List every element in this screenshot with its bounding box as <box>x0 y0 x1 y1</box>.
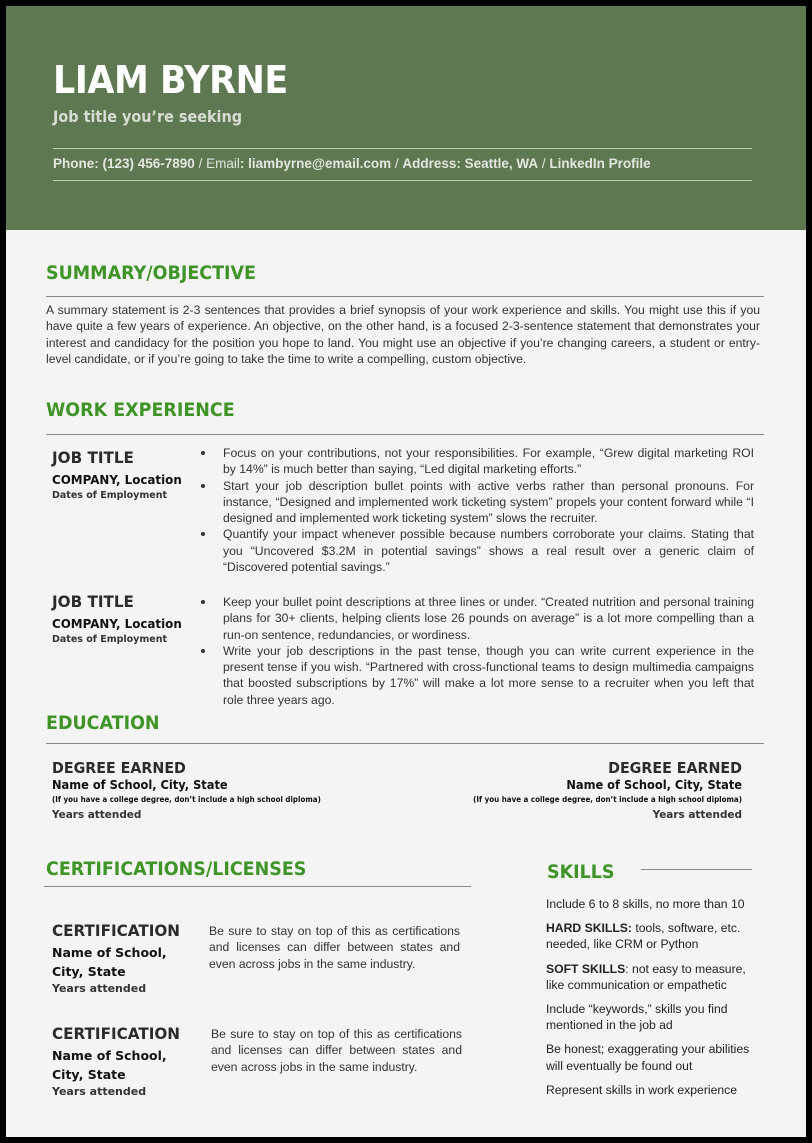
bullet-text: Start your job description bullet points with active verbs rather than personal pronouns. For instance, “Designed and implemented work ticketing system” propels your content forward while “I designed and implemented work ticketing system” slows the recruiter. <box>223 478 754 526</box>
certification-school: Name of School, City, State <box>52 945 167 979</box>
skill-text: Represent skills in work experience <box>546 1082 738 1097</box>
contact-line <box>53 156 651 171</box>
skills-rule <box>641 869 752 870</box>
linkedin-link[interactable]: LinkedIn Profile <box>549 156 651 171</box>
skill-item <box>546 1082 766 1098</box>
degree: DEGREE EARNED <box>608 759 742 777</box>
certification-years: Years attended <box>52 1085 147 1098</box>
resume-header <box>6 6 806 230</box>
bullet-text: Keep your bullet point descriptions at three lines or under. “Created nutrition and personal training plans for 30+ clients, helping clients lose 26 pounds on average” is a lot more compelling than a run-on sentence, redundancies, or wordiness. <box>223 595 754 642</box>
certification-entry-1 <box>52 921 202 997</box>
header-divider-top <box>53 148 752 149</box>
years-attended: Years attended <box>652 808 742 821</box>
skill-text: : not easy to measure, like communication or empathetic <box>546 961 746 992</box>
bullet-text: Quantify your impact whenever possible because numbers corroborate your claims. Stating that you “Uncovered $3.2M in potential savings” shows a real result over a generic claim of “Discovered potential savings.” <box>223 527 754 575</box>
skill-item <box>546 1041 766 1073</box>
job-title: JOB TITLE <box>52 592 134 611</box>
bullet-text: Focus on your contributions, not your responsibilities. For example, “Grew digital marketing ROI by 14%” is much better than saying, “Led digital marketing efforts.” <box>223 446 754 477</box>
company-location: COMPANY, Location <box>52 472 182 487</box>
skill-item <box>546 896 766 912</box>
skill-label: SOFT SKILLS <box>546 961 626 976</box>
certification-years: Years attended <box>52 982 147 995</box>
summary-heading: SUMMARY/OBJECTIVE <box>46 262 257 284</box>
education-heading: EDUCATION <box>46 712 160 734</box>
bullet-icon <box>201 451 205 455</box>
job-entry-2-header <box>52 592 202 645</box>
certification-school: Name of School, City, State <box>52 1048 167 1082</box>
bullet-item <box>198 526 754 575</box>
candidate-name: LIAM BYRNE <box>53 58 288 102</box>
work-experience-heading: WORK EXPERIENCE <box>46 399 235 421</box>
skill-item <box>546 1001 766 1033</box>
certification-entry-2 <box>52 1024 202 1100</box>
bullet-text: Write your job descriptions in the past tense, though you can write current experience in the present tense if you wish. “Partnered with cross-functional teams to design multimedia campaigns that boosted subscriptions by 17%” will make a lot more sense to a recruiter when you left that role three years ago. <box>223 643 754 707</box>
phone: Phone: (123) 456-7890 <box>53 156 195 171</box>
bullet-item <box>198 478 754 527</box>
bullet-icon <box>201 649 205 653</box>
contact-separator: / <box>391 156 403 171</box>
degree: DEGREE EARNED <box>52 759 186 777</box>
header-divider-bottom <box>53 180 752 181</box>
target-job-title: Job title you’re seeking <box>53 107 243 126</box>
contact-separator: / <box>194 156 207 171</box>
email-link[interactable]: : liambyrne@email.com <box>239 156 392 171</box>
summary-rule <box>46 296 764 297</box>
bullet-icon <box>201 532 205 536</box>
skill-text: tools, software, etc. needed, like CRM or Python <box>546 921 741 952</box>
education-entry-1 <box>52 759 352 822</box>
certification-title: CERTIFICATION <box>52 1024 181 1043</box>
school-name: Name of School, City, State <box>566 778 742 792</box>
job-entry-2-bullets <box>198 594 754 708</box>
employment-dates: Dates of Employment <box>52 634 168 645</box>
bullet-item <box>198 594 754 643</box>
certifications-rule <box>44 886 471 887</box>
skill-item <box>546 961 766 993</box>
skill-text: Include 6 to 8 skills, no more than 10 <box>546 897 745 911</box>
bullet-item <box>198 445 754 478</box>
skills-heading: SKILLS <box>547 861 615 883</box>
bullet-item <box>198 643 754 708</box>
address: Address: Seattle, WA <box>402 156 539 171</box>
years-attended: Years attended <box>52 808 142 821</box>
job-title: JOB TITLE <box>52 448 134 467</box>
certification-description: Be sure to stay on top of this as certifications and licenses can differ between states and even across jobs in the same industry. <box>209 924 460 971</box>
job-entry-1-header <box>52 448 202 501</box>
job-entry-1-bullets <box>198 445 754 575</box>
skills-list <box>546 896 766 1106</box>
certification-title: CERTIFICATION <box>52 921 181 940</box>
education-entry-2 <box>442 759 742 822</box>
resume-page <box>6 6 806 1137</box>
employment-dates: Dates of Employment <box>52 490 168 501</box>
contact-separator: / <box>538 156 550 171</box>
certification-description: Be sure to stay on top of this as certifications and licenses can differ between states and even across jobs in the same industry. <box>211 1027 462 1074</box>
skill-text: Be honest; exaggerating your abilities will eventually be found out <box>546 1042 750 1073</box>
skill-text: Include “keywords,” skills you find mentioned in the job ad <box>546 1002 728 1033</box>
skill-item <box>546 920 766 952</box>
work-experience-rule <box>46 434 764 435</box>
company-location: COMPANY, Location <box>52 616 182 631</box>
skill-label: HARD SKILLS: <box>546 921 632 936</box>
email-label: Email <box>206 156 240 171</box>
certifications-heading: CERTIFICATIONS/LICENSES <box>46 858 307 880</box>
education-rule <box>46 743 764 744</box>
education-note: (If you have a college degree, don’t include a high school diploma) <box>473 795 742 804</box>
summary-text: A summary statement is 2-3 sentences that provides a brief synopsis of your work experience and skills. You might use this if you have quite a few years of experience. An objective, on the other hand, is a focused 2-3-sentence statement that demonstrates your interest and candidacy for the position you hope to land. You might use an objective if you’re changing careers, a student or entry-level candidate, or if you’re going to take the time to write a compelling, custom objective. <box>46 303 760 366</box>
bullet-icon <box>201 600 205 604</box>
school-name: Name of School, City, State <box>52 778 228 792</box>
bullet-icon <box>201 484 205 488</box>
education-note: (If you have a college degree, don’t include a high school diploma) <box>52 795 321 804</box>
